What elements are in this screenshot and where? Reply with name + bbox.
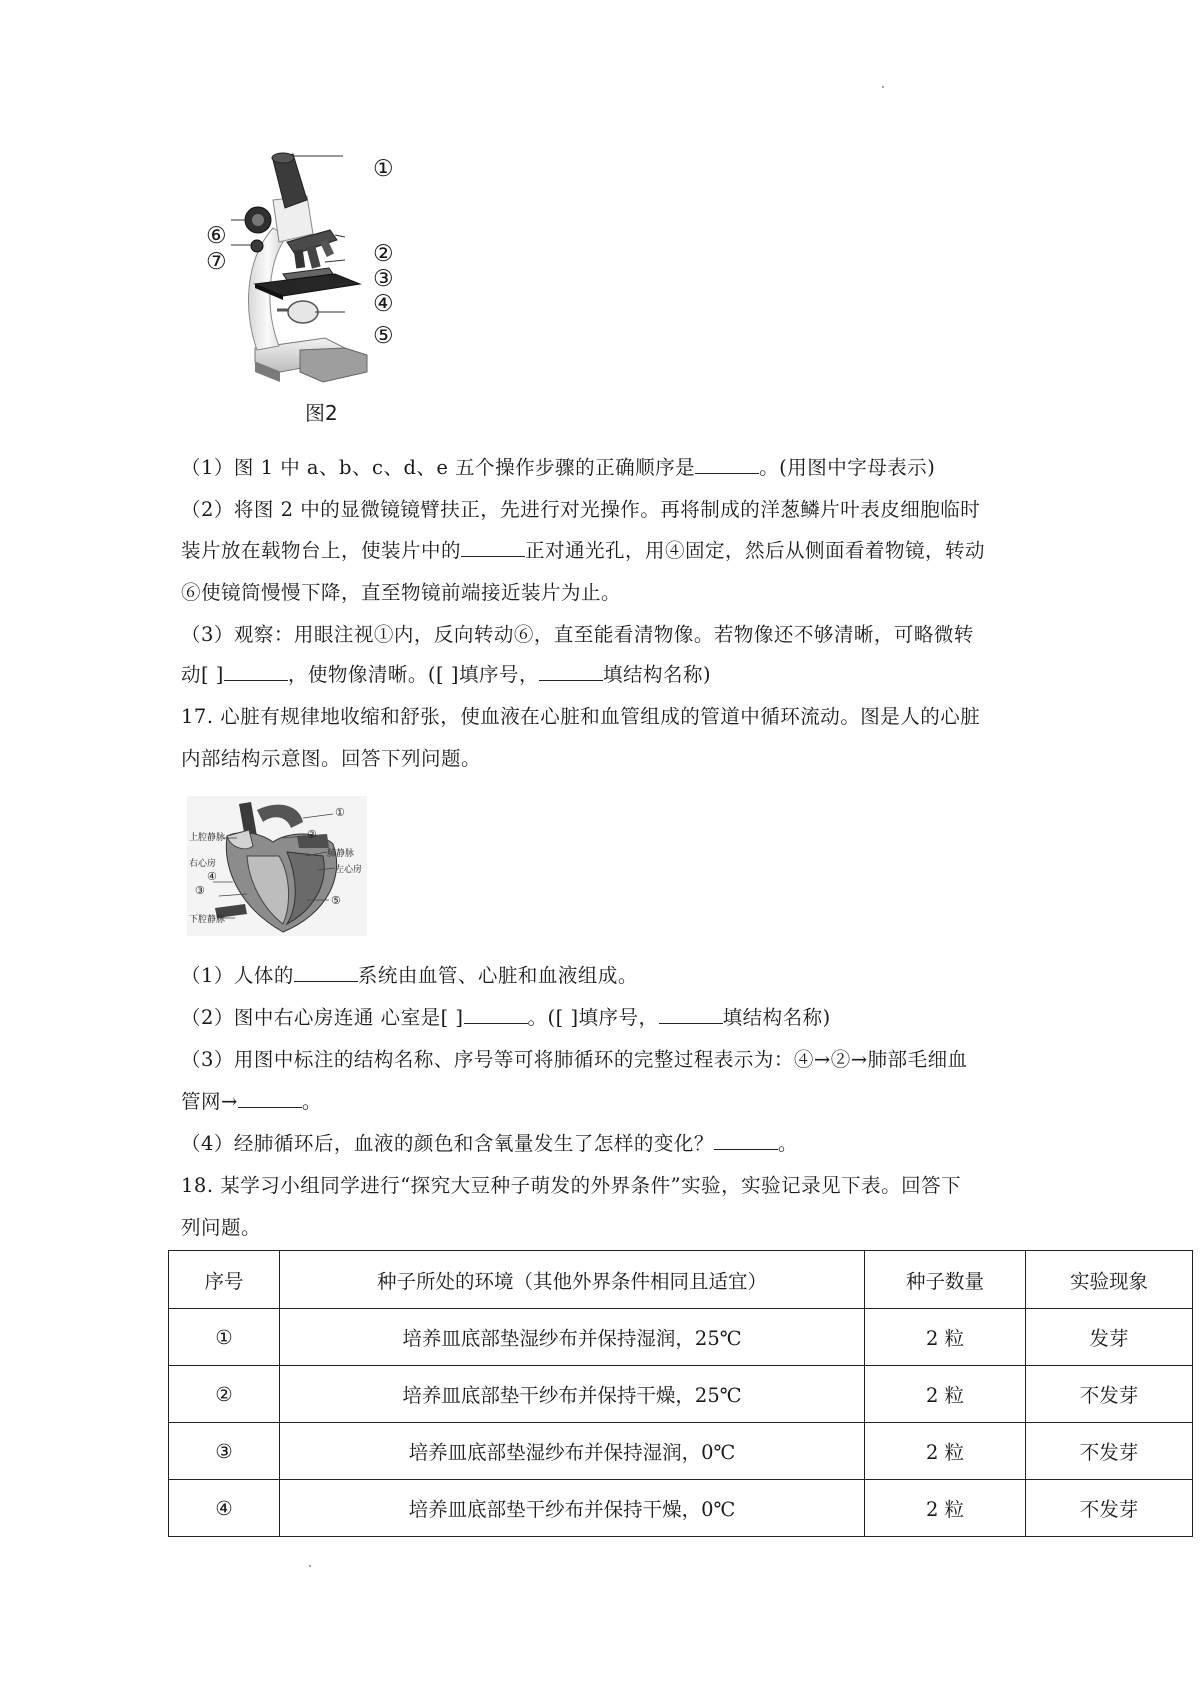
table-header: 种子所处的环境（其他外界条件相同且适宜） xyxy=(280,1251,865,1309)
microscope-label-5: ⑤ xyxy=(373,323,394,349)
microscope-label-7: ⑦ xyxy=(206,249,227,275)
answer-blank[interactable] xyxy=(659,1007,723,1024)
q17-1-text-a: （1）人体的 xyxy=(181,964,294,987)
answer-blank[interactable] xyxy=(294,965,358,982)
q18-intro-1: 18. 某学习小组同学进行“探究大豆种子萌发的外界条件”实验，实验记录见下表。回答下 xyxy=(181,1174,962,1197)
table-row xyxy=(169,1309,1193,1366)
q16-3-text-a: 动[ ] xyxy=(181,663,224,686)
q17-1-text-b: 系统由血管、心脏和血液组成。 xyxy=(357,964,638,987)
q18-intro-2: 列问题。 xyxy=(181,1216,262,1239)
heart-label-2: ② xyxy=(307,828,317,841)
q16-1-text-a: （1）图 1 中 a、b、c、d、e 五个操作步骤的正确顺序是 xyxy=(181,456,696,479)
heart-label-pulmonary-vein: 肺静脉 xyxy=(327,849,355,859)
q17-3-text-b: 。 xyxy=(301,1090,322,1113)
heart-label-4: ④ xyxy=(207,870,217,883)
q17-intro-2: 内部结构示意图。回答下列问题。 xyxy=(181,747,482,770)
q16-3-text-c: 填结构名称) xyxy=(602,663,712,686)
q17-line-1 xyxy=(181,960,638,988)
table-cell: 2 粒 xyxy=(865,1309,1026,1366)
microscope-label-6: ⑥ xyxy=(206,223,227,249)
q17-3-text-a: 管网→ xyxy=(181,1090,238,1113)
table-row xyxy=(169,1366,1193,1423)
table-cell: 培养皿底部垫湿纱布并保持湿润，25℃ xyxy=(280,1309,865,1366)
q17-line-4 xyxy=(181,1086,322,1114)
table-cell: 不发芽 xyxy=(1026,1423,1193,1480)
heart-label-inferior-vena-cava: 下腔静脉 xyxy=(189,915,226,925)
table-cell: 培养皿底部垫湿纱布并保持湿润，0℃ xyxy=(280,1423,865,1480)
q17-line-3: （3）用图中标注的结构名称、序号等可将肺循环的完整过程表示为：④→②→肺部毛细血 xyxy=(181,1048,968,1071)
q17-intro-1: 17. 心脏有规律地收缩和舒张，使血液在心脏和血管组成的管道中循环流动。图是人的心脏 xyxy=(181,705,981,728)
table-cell: 培养皿底部垫干纱布并保持干燥，25℃ xyxy=(280,1366,865,1423)
heart-label-left-atrium: 左心房 xyxy=(335,865,363,875)
microscope-label-2: ② xyxy=(373,241,394,267)
answer-blank[interactable] xyxy=(224,664,288,681)
heart-label-5: ⑤ xyxy=(331,894,341,907)
microscope-label-4: ④ xyxy=(373,291,394,317)
heart-label-right-atrium: 右心房 xyxy=(189,859,217,869)
q16-1-text-b: 。(用图中字母表示) xyxy=(759,456,936,479)
table-cell: 2 粒 xyxy=(865,1366,1026,1423)
q16-line-2: （2）将图 2 中的显微镜镜臂扶正，先进行对光操作。再将制成的洋葱鳞片叶表皮细胞临时 xyxy=(181,498,981,521)
q16-3-text-b: ，使物像清晰。([ ]填序号， xyxy=(287,663,539,686)
answer-blank[interactable] xyxy=(695,457,759,474)
table-cell: 不发芽 xyxy=(1026,1366,1193,1423)
q17-2-text-c: 填结构名称) xyxy=(722,1006,831,1029)
answer-blank[interactable] xyxy=(461,540,525,557)
table-cell: 2 粒 xyxy=(865,1423,1026,1480)
table-header: 种子数量 xyxy=(865,1251,1026,1309)
table-header: 序号 xyxy=(169,1251,280,1309)
scan-speck-bottom xyxy=(309,1565,311,1567)
q16-line-4: ⑥使镜筒慢慢下降，直至物镜前端接近装片为止。 xyxy=(181,581,622,604)
heart-label-1: ① xyxy=(335,806,345,819)
table-cell: ① xyxy=(169,1309,280,1366)
heart-label-3: ③ xyxy=(195,884,205,897)
table-header: 实验现象 xyxy=(1026,1251,1193,1309)
q17-2-text-a: （2）图中右心房连通 心室是[ ] xyxy=(181,1006,464,1029)
table-cell: 不发芽 xyxy=(1026,1480,1193,1537)
answer-blank[interactable] xyxy=(539,664,603,681)
q16-line-6 xyxy=(181,659,711,687)
table-cell: 2 粒 xyxy=(865,1480,1026,1537)
microscope-label-1: ① xyxy=(373,156,394,182)
figure2-caption: 图2 xyxy=(305,401,338,425)
q17-4-text-a: （4）经肺循环后，血液的颜色和含氧量发生了怎样的变化？ xyxy=(181,1132,714,1155)
q17-line-5 xyxy=(181,1128,798,1156)
table-cell: ③ xyxy=(169,1423,280,1480)
q17-2-text-b: 。([ ]填序号， xyxy=(527,1006,659,1029)
heart-label-superior-vena-cava: 上腔静脉 xyxy=(189,833,226,843)
table-cell: 培养皿底部垫干纱布并保持干燥，0℃ xyxy=(280,1480,865,1537)
table-header-row xyxy=(169,1251,1193,1309)
germination-table xyxy=(168,1250,1193,1537)
heart-diagram xyxy=(187,796,367,936)
table-cell: ④ xyxy=(169,1480,280,1537)
answer-blank[interactable] xyxy=(714,1133,778,1150)
q17-line-2 xyxy=(181,1002,831,1030)
microscope-label-3: ③ xyxy=(373,266,394,292)
q17-4-text-b: 。 xyxy=(777,1132,798,1155)
table-cell: ② xyxy=(169,1366,280,1423)
table-row xyxy=(169,1480,1193,1537)
q16-line-5: （3）观察：用眼注视①内，反向转动⑥，直至能看清物像。若物像还不够清晰，可略微转 xyxy=(181,623,974,646)
q16-2-text-b: 正对通光孔，用④固定，然后从侧面看着物镜，转动 xyxy=(525,539,986,562)
table-cell: 发芽 xyxy=(1026,1309,1193,1366)
q16-2-text-a: 装片放在载物台上，使装片中的 xyxy=(181,539,462,562)
table-row xyxy=(169,1423,1193,1480)
q16-line-1 xyxy=(181,452,935,480)
answer-blank[interactable] xyxy=(464,1007,528,1024)
answer-blank[interactable] xyxy=(238,1091,302,1108)
scan-speck-top xyxy=(882,86,884,88)
q16-line-3 xyxy=(181,535,985,563)
